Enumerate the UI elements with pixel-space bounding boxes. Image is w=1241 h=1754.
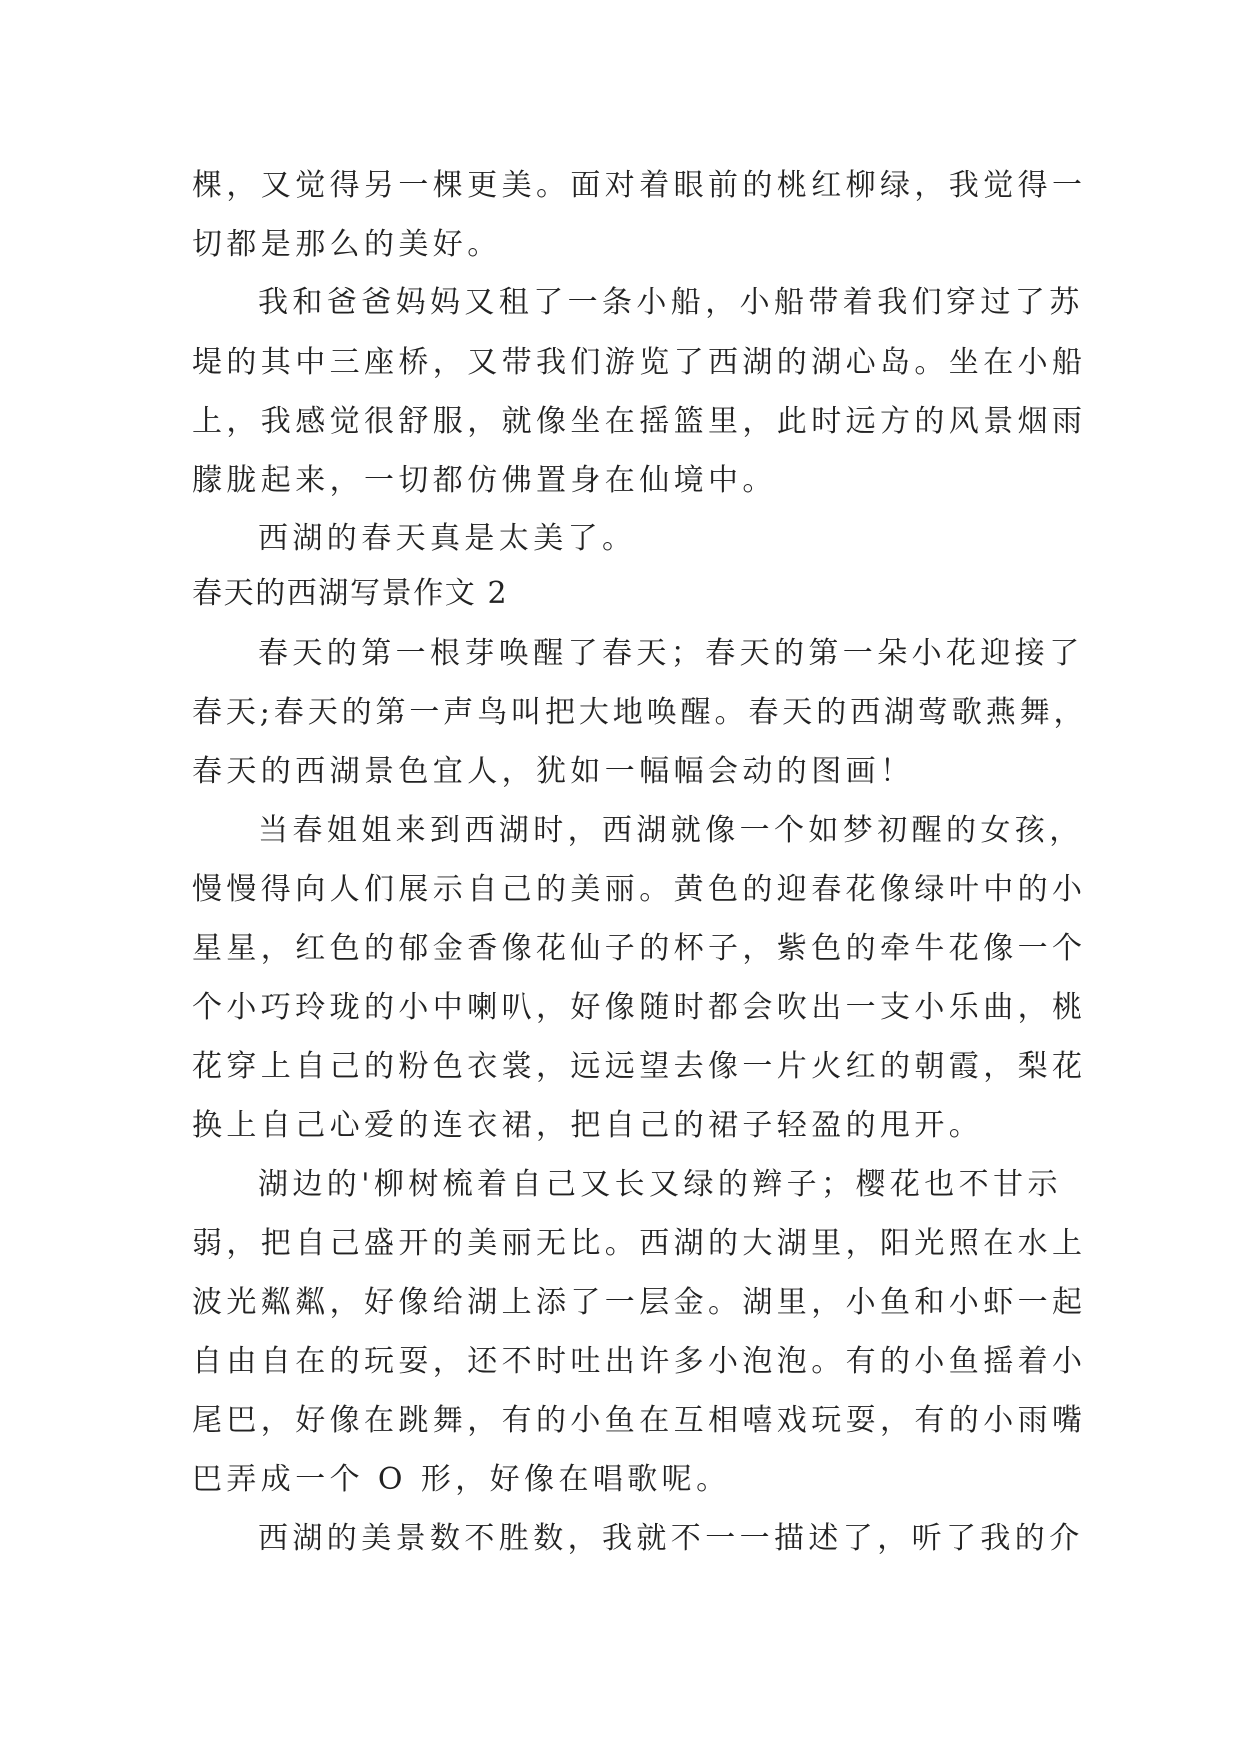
text-line: 我和爸爸妈妈又租了一条小船，小船带着我们穿过了苏 — [258, 285, 1084, 320]
section-heading: 春天的西湖写景作文 2 — [192, 576, 509, 611]
text-line: 个小巧玲珑的小中喇叭，好像随时都会吹出一支小乐曲，桃 — [192, 990, 1087, 1025]
text-line: 西湖的春天真是太美了。 — [258, 521, 637, 556]
text-line: 湖边的'柳树梳着自己又长又绿的辫子；樱花也不甘示 — [258, 1167, 1062, 1202]
text-line: 弱，把自己盛开的美丽无比。西湖的大湖里，阳光照在水上 — [192, 1226, 1087, 1261]
text-line: 棵，又觉得另一棵更美。面对着眼前的桃红柳绿，我觉得一 — [192, 168, 1087, 203]
text-line: 花穿上自己的粉色衣裳，远远望去像一片火红的朝霞，梨花 — [192, 1049, 1087, 1084]
text-line: 堤的其中三座桥，又带我们游览了西湖的湖心岛。坐在小船 — [192, 345, 1087, 380]
text-line: 当春姐姐来到西湖时，西湖就像一个如梦初醒的女孩， — [258, 813, 1084, 848]
text-line: 上，我感觉很舒服，就像坐在摇篮里，此时远方的风景烟雨 — [192, 404, 1087, 439]
text-line: 换上自己心爱的连衣裙，把自己的裙子轻盈的甩开。 — [192, 1108, 984, 1143]
text-line: 波光粼粼，好像给湖上添了一层金。湖里，小鱼和小虾一起 — [192, 1285, 1087, 1320]
text-line: 春天的西湖景色宜人，犹如一幅幅会动的图画！ — [192, 754, 915, 789]
text-line: 自由自在的玩耍，还不时吐出许多小泡泡。有的小鱼摇着小 — [192, 1344, 1087, 1379]
text-line: 春天的第一根芽唤醒了春天；春天的第一朵小花迎接了 — [258, 636, 1084, 671]
text-line: 慢慢得向人们展示自己的美丽。黄色的迎春花像绿叶中的小 — [192, 872, 1087, 907]
text-line: 巴弄成一个 O 形，好像在唱歌呢。 — [192, 1462, 731, 1497]
text-line: 星星，红色的郁金香像花仙子的杯子，紫色的牵牛花像一个 — [192, 931, 1087, 966]
text-line: 尾巴，好像在跳舞，有的小鱼在互相嘻戏玩耍，有的小雨嘴 — [192, 1403, 1087, 1438]
text-line: 朦胧起来，一切都仿佛置身在仙境中。 — [192, 463, 777, 498]
text-line: 切都是那么的美好。 — [192, 227, 502, 262]
text-line: 春天;春天的第一声鸟叫把大地唤醒。春天的西湖莺歌燕舞， — [192, 695, 1088, 730]
text-line: 西湖的美景数不胜数，我就不一一描述了，听了我的介 — [258, 1521, 1084, 1556]
